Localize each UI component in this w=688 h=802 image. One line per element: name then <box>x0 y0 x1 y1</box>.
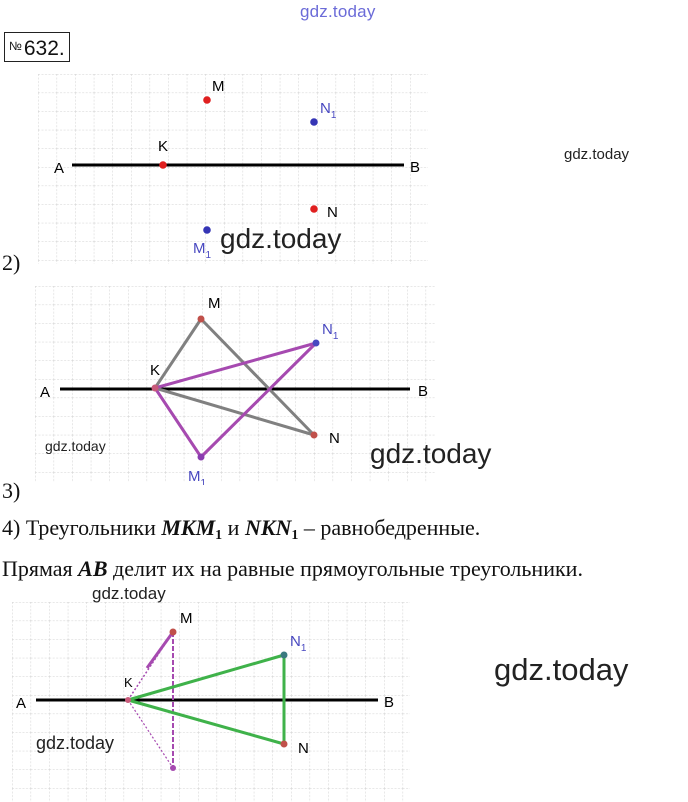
point-k-3 <box>125 697 131 703</box>
watermark-fig3-top: gdz.today <box>92 584 166 603</box>
label-m1-1: $M_1$ <box>193 240 212 261</box>
label-m-3: M <box>180 610 193 627</box>
number-sign: № <box>9 39 22 53</box>
watermark-fig3-left: gdz.today <box>36 733 115 753</box>
point-k-1 <box>159 161 167 169</box>
label-k-1: K <box>158 138 169 155</box>
watermark-top: gdz.today <box>300 2 376 21</box>
watermark-fig1-right: gdz.today <box>564 146 630 163</box>
triangle-mkm1-name: $MKM_1$ <box>161 515 223 543</box>
task-number-value: 632. <box>23 37 65 60</box>
label-n-1: N <box>327 204 338 221</box>
point-n-3 <box>281 741 288 748</box>
label-m-1: M <box>212 78 225 95</box>
label-b-2: B <box>418 383 429 400</box>
point-n-2 <box>311 432 318 439</box>
grid-3 <box>12 602 410 802</box>
label-n1-1: $N_1$ <box>320 100 337 121</box>
point-n1-3 <box>281 652 288 659</box>
conclusion-line-2 <box>2 556 583 582</box>
label-b-3: B <box>384 694 395 711</box>
step-3-label: 3) <box>2 478 21 503</box>
label-b-1: B <box>410 159 421 176</box>
figure-3 <box>0 596 420 802</box>
label-a-3: A <box>16 695 27 712</box>
label-m-2: M <box>208 295 221 312</box>
label-n-3: N <box>298 740 309 757</box>
point-k-2 <box>152 385 159 392</box>
point-m-2 <box>198 316 205 323</box>
label-n1-3: $N_1$ <box>290 633 307 654</box>
conclusion-2-start: Прямая <box>2 556 79 581</box>
conclusion-1-start: 4) Треугольники <box>2 515 162 540</box>
point-m1-2 <box>198 454 205 461</box>
watermark-fig1-big: gdz.today <box>220 223 342 254</box>
label-a-2: A <box>40 384 51 401</box>
line-ab-name: AB <box>78 556 108 581</box>
conclusion-line-1 <box>2 515 480 544</box>
point-m1-1 <box>203 226 211 234</box>
conclusion-1-end: – равнобедренные. <box>298 515 481 540</box>
point-m-3 <box>170 629 177 636</box>
point-n1-1 <box>310 118 318 126</box>
label-m1-2: $M_1$ <box>188 468 207 485</box>
conclusion-2-end: делит их на равные прямоугольные треугольники. <box>107 556 583 581</box>
label-n-2: N <box>329 430 340 447</box>
point-n-1 <box>310 205 318 213</box>
watermark-fig3-right: gdz.today <box>494 652 629 687</box>
conclusion-1-and: и <box>222 515 245 540</box>
triangle-nkn1-name: $NKN_1$ <box>244 515 299 543</box>
label-a-1: A <box>54 160 65 177</box>
label-k-2: K <box>150 362 161 379</box>
point-n1-2 <box>313 340 320 347</box>
label-n1-2: $N_1$ <box>322 321 339 342</box>
watermark-fig2-left: gdz.today <box>45 438 106 454</box>
step-2-label: 2) <box>2 250 21 275</box>
label-k-3: K <box>124 675 133 690</box>
point-m-1 <box>203 96 211 104</box>
task-number <box>4 32 70 62</box>
watermark-fig2-big: gdz.today <box>370 438 492 469</box>
point-m1-3 <box>170 765 176 771</box>
